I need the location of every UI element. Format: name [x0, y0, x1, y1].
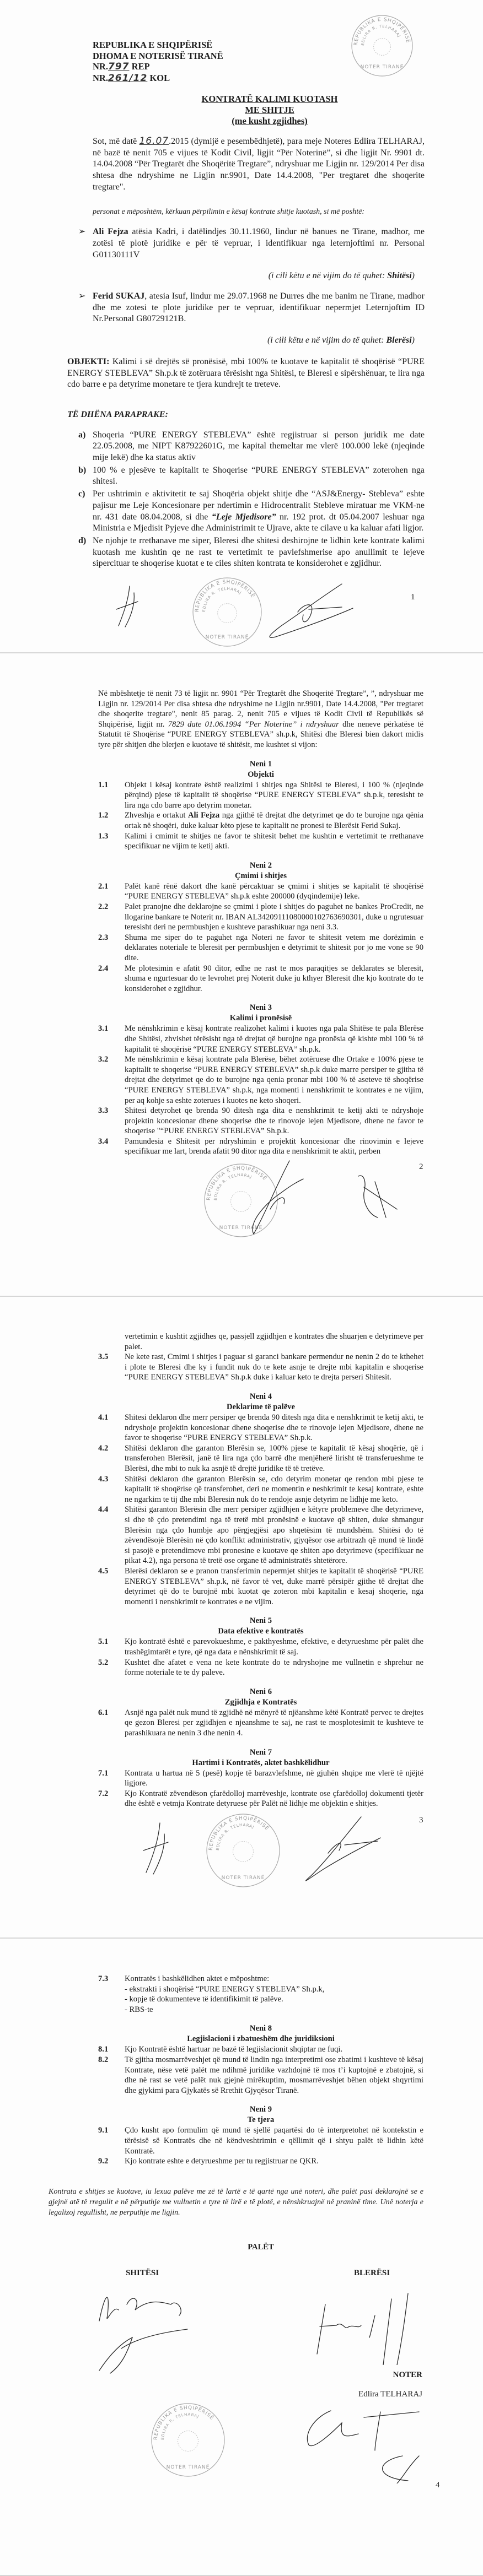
text-run: Në mbështetje të nenit 73 të ligjit nr. 9901 “Për Tregtarët dhe Shoqeritë Tregtare”, ”, ndryshuar me Ligjin nr. 129/2014 Per disa shtesa dhe ndryshime ne Ligjin nr.9901, Date 14.4.2008, "Per tregtaret dhe shoqerite tregtare", nenit 85 parag. 2, nenit 705 e vijues të Kodit Civil të Republikës së Shqipërisë, ligjit nr. — [98, 689, 423, 729]
clause-text — [125, 1768, 423, 1789]
page-1-body — [67, 0, 425, 570]
stamp-outer-text: REPUBLIKA E SHQIPËRISË — [353, 17, 411, 46]
title-line-1: KONTRATË KALIMI KUOTASH — [201, 94, 338, 104]
article-title: Deklarime të palëve — [226, 1403, 295, 1412]
clause — [98, 1352, 423, 1383]
party-details — [78, 226, 425, 261]
rep-number — [93, 61, 275, 73]
title-line-2: ME SHITJE — [245, 105, 294, 115]
clause-text — [125, 1789, 423, 1809]
object-text: Kalimi i së drejtës së pronësisë, mbi 100% te kuotave te kapitalit të shoqërisë “PURE ENERGY STEBLEVA” Sh.p.k të zotëruara tërësisht nga Shitësi, te Bleresi e sipërshënuar, te lira nga cdo barre e pa detyrime monetare te tjera kundrejt te treteve. — [67, 356, 425, 389]
clause-text — [125, 881, 423, 902]
clause — [98, 881, 423, 902]
seller-signature — [88, 2282, 198, 2376]
clause — [98, 2055, 423, 2096]
clause — [98, 1474, 423, 1505]
clause-number: 3.3 — [98, 1106, 109, 1116]
buyer-label: BLERËSI — [354, 2269, 390, 2278]
clause-number: 1.2 — [98, 811, 109, 820]
text-run: Zhveshja e ortakut — [125, 811, 188, 820]
clause-text — [125, 810, 423, 831]
kol-number-value: 261/12 — [108, 72, 148, 84]
clause-text — [125, 780, 423, 811]
stamp-inner-text: EDLIRA R. TELHARAJ — [213, 1172, 253, 1201]
article-heading — [98, 1003, 423, 1024]
article-title: Data efektive e kontratës — [218, 1627, 304, 1636]
clause-number: 3.5 — [98, 1352, 109, 1362]
stamp-outer-text: REPUBLIKA E SHQIPËRISË — [153, 2405, 215, 2440]
clause — [98, 1708, 423, 1739]
notary-label: NOTER — [393, 2371, 422, 2380]
clause-number: 3.1 — [98, 1024, 109, 1033]
arrow-bullet-icon: ➢ — [78, 291, 86, 301]
kol-number — [93, 73, 275, 84]
text-run: (i cili këtu e në vijim do të quhet: — [267, 335, 387, 345]
clause-text — [125, 1658, 423, 1678]
arrow-bullet-icon: ➢ — [78, 227, 86, 237]
clause-number: 1.1 — [98, 780, 109, 789]
clause — [98, 1413, 423, 1443]
preliminary-item — [78, 465, 425, 488]
seller-label: SHITËSI — [126, 2269, 159, 2278]
clause-text — [125, 1024, 423, 1054]
text-run: Kalimi i cmimit te shitjes ne favor te shitesit behet me kushtin e vertetimit te rrethanave specifikuar ne vijim te ketij akti. — [125, 831, 423, 851]
stamp-slot — [149, 2401, 227, 2482]
article-heading — [98, 1687, 423, 1708]
kol-label: KOL — [149, 72, 170, 83]
stamp-slot — [204, 1811, 282, 1892]
title-line-3: (me kusht zgjidhes) — [232, 116, 308, 126]
article-title: Zgjidhja e Kontratës — [224, 1697, 297, 1707]
notary-stamp — [204, 1811, 282, 1890]
stamp-bottom-text: NOTER TIRANË — [166, 2465, 210, 2471]
clause-number: 8.2 — [98, 2055, 109, 2065]
clause-text — [125, 933, 423, 964]
item-letter: d) — [78, 535, 87, 545]
page-2-body — [98, 653, 423, 1157]
stamp-inner-text: EDLIRA R. TELHARAJ — [160, 2412, 200, 2440]
clause — [98, 1137, 423, 1157]
party-details — [78, 291, 425, 325]
clause-number: 4.5 — [98, 1566, 109, 1576]
seller-initials-signature — [138, 1820, 176, 1875]
text-run: Shitësi — [387, 271, 412, 281]
party-block — [78, 226, 425, 282]
eagle-emblem-icon — [178, 2431, 198, 2451]
article-heading — [98, 861, 423, 881]
stamp-bottom-text: NOTER TIRANË — [221, 1875, 265, 1881]
article-number: Neni 8 — [249, 2024, 272, 2033]
preliminary-item — [78, 535, 425, 570]
clause — [98, 2156, 423, 2167]
text-run: Ne kete rast, Cmimi i shitjes i paguar si garanci bankare permendur ne nenin 2 do te kthehet i plote te Bleresi dhe ky i fundit nuk do te kete asnje te drejte mbi kapitalin e shoqerise “PURE ENERGY STEBLEVA” Sh.p.k duke i kaluar keto te drejta perseri Shitesit. — [125, 1352, 423, 1382]
page-4-content — [49, 1974, 423, 2252]
text-run: Shitesi detyrohet qe brenda 90 ditesh nga dita e nenshkrimit te ketij akti te ndryshoje projektin koncesionar dhene shoqerise dhe te rinovoje lejen Mjedisore, dhene ne favor te shoqerise "“PURE ENERGY STEBLEVA” Sh.p.k. — [125, 1106, 423, 1136]
clause-text — [125, 1566, 423, 1607]
text-run: Ferid SUKAJ — [93, 291, 145, 301]
article-number: Neni 2 — [249, 861, 272, 870]
clause — [98, 1658, 423, 1678]
article-number: Neni 9 — [249, 2105, 272, 2114]
clause-number: 9.1 — [98, 2126, 109, 2135]
clause-number: 6.1 — [98, 1708, 109, 1717]
stamp-bottom-text: NOTER TIRANË — [360, 64, 404, 70]
text-run: Me plotesimin e afatit 90 ditor, edhe ne rast te mos paraqitjes se deklarates se bleresit, shuma e ngurtesuar do te levrohet prej Noterit duke ju kthyer Bleresit dhe kjo kontrate do te konsiderohet e zgjidhur. — [125, 964, 423, 993]
page-2-signatures — [0, 1157, 483, 1240]
notary-stamp — [149, 2401, 227, 2479]
article-title: Kalimi i pronësisë — [229, 1014, 292, 1023]
clause — [98, 1332, 423, 1352]
clause-text — [125, 2055, 423, 2096]
stamp-inner-text: EDLIRA R. TELHARAJ — [201, 586, 243, 613]
clause-number: 2.2 — [98, 902, 109, 911]
clause-number: 4.1 — [98, 1413, 109, 1422]
signing-block — [0, 2252, 483, 2494]
document-title — [115, 94, 425, 127]
clause — [98, 1054, 423, 1106]
preliminary-item — [78, 489, 425, 534]
page-2-content — [98, 689, 423, 1157]
clause-number: 5.1 — [98, 1637, 109, 1647]
preliminary-item — [78, 430, 425, 464]
notary-name: Edlira TELHARAJ — [358, 2390, 422, 2399]
text-run: Kjo Kontratë zëvendëson çfarëdolloj marrëveshje, kontrate ose çfarëdolloj dokumenti tjetër dhe është e vetmja Kontrate detyruese për Palët në lidhje me objektin e shitjes. — [125, 1789, 423, 1809]
article-title: Te tjera — [247, 2115, 275, 2125]
text-run: Kontrata u hartua në 5 (pesë) kopje të barazvlefshme, në gjuhën shqipe me vlerë të njëjtë ligjore. — [125, 1768, 423, 1788]
list-item: - ekstrakti i shoqërisë “PURE ENERGY STEBLEVA” Sh.p.k, — [125, 1984, 325, 1994]
section-heading: TË DHËNA PARAPRAKE: — [67, 409, 168, 419]
clause — [98, 1637, 423, 1657]
stamp-outer-text: REPUBLIKA E SHQIPËRISË — [206, 1165, 268, 1201]
parties-heading: PALËT — [248, 2242, 274, 2252]
clause — [98, 2044, 423, 2055]
party-block — [78, 291, 425, 347]
text-run: Me nënshkrimin e kësaj kontrate realizohet kalimi i kuotes nga pala Shitëse te pala Blerëse dhe Shitësi, zhvishet tërësisht nga të drejtat që burojne nga pronësia që kishte mbi 100 % të kapitalit të shoqërisë “PURE ENERGY STEBLEVA” sh.p.k. — [125, 1024, 423, 1054]
list-item: - kopje të dokumenteve të identifikimit të palëve. — [125, 1995, 283, 2004]
item-letter: a) — [78, 430, 86, 440]
party-role — [93, 335, 415, 347]
clause-text — [125, 1054, 423, 1106]
text-run: Shuma me siper do te paguhet nga Noteri ne favor te shitesit vetem me dorëzimin e deklarates noteriale te bleresit per permbushjen e detyrimit te shitesit por jo me vone se 90 dite. — [125, 933, 423, 962]
text-run: ) — [411, 335, 415, 345]
paragraph — [98, 689, 423, 750]
stamp-outer-text: REPUBLIKA E SHQIPËRISË — [208, 1815, 270, 1851]
clause-number: 5.2 — [98, 1658, 109, 1667]
page-1 — [0, 0, 483, 653]
seller-initials-signature — [353, 1171, 402, 1220]
clause-text — [125, 1474, 423, 1505]
stamp-bottom-text: NOTER TIRANË — [205, 635, 249, 641]
clause-number: 3.2 — [98, 1055, 109, 1064]
parties-intro: personat e mëposhtëm, kërkuan përpilimin e kësaj kontrate shitje kuotash, si më poshtë: — [93, 207, 365, 216]
article-title: Objekti — [248, 770, 274, 779]
text-run: nga gjithë të drejtat dhe detyrimet qe do te burojne nga qënia ortak në shoqëri, duke kaluar këto pjese te kapitalit ne pronesi te Blerësit Ferid Sukaj. — [125, 811, 424, 831]
article-heading — [98, 759, 423, 780]
page-3-body — [98, 1297, 423, 1809]
clause-number: 3.4 — [98, 1137, 109, 1146]
text-run: (i cili këtu e në vijim do të quhet: — [268, 271, 388, 281]
article-title: Legjislacioni i zbatueshëm dhe juridiksioni — [187, 2034, 335, 2044]
clause — [98, 964, 423, 994]
text-run: 7829 date 01.06.1994 “Per Noterine” i ndryshuar — [168, 719, 339, 729]
text-run: .2015 (dymijë e pesembëdhjetë), para meje Noteres Edlira TELHARAJ, në bazë të nenit 705 e vijues të Kodit Civil, ligjit “Për Noterinë”, si dhe ligjit Nr. 9901 dt. 14.04.2008 “Për Tregtarët dhe Shoqëritë Tregtare”, ndryshuar me Ligjin nr. 129/2014 Per disa shtesa dhe ndryshime ne Ligjin nr.9901, Date 14.4.2008, "Per tregtaret dhe shoqerite tregtare". — [93, 137, 425, 192]
page-4 — [0, 1939, 483, 2576]
text-run: Të gjitha mosmarrëveshjet që mund të lindin nga interpretimi ose zbatimi i kushteve të kësaj Kontrate, nëse vetë palët me ndihmë juridike vazhdojnë të mos t’i kuptojnë e zbatojnë, si dhe në rast se vetë palët nuk gjejnë mirëkuptim, mosmarrëveshjet bëhen objekt shqyrtimi dhe gjykimi para Gjykatës së Rrethit Gjyqësor Tiranë. — [125, 2055, 423, 2095]
page-2 — [0, 653, 483, 1297]
clause-text — [125, 964, 423, 994]
clause — [98, 2125, 423, 2156]
clause-text — [125, 2044, 423, 2055]
paragraph — [93, 136, 425, 193]
stamp-inner-text: EDLIRA R. TELHARAJ — [360, 24, 402, 46]
nr-label: NR. — [93, 61, 108, 72]
page-number: 2 — [419, 1162, 423, 1172]
article-number: Neni 5 — [249, 1616, 272, 1626]
clause-number: 4.3 — [98, 1474, 109, 1484]
clause-number: 7.3 — [98, 1974, 109, 1984]
clause-text — [125, 1637, 423, 1657]
article-heading — [98, 1616, 423, 1637]
page-1-content — [67, 136, 425, 570]
text-run: Blerësi — [386, 335, 412, 345]
notary-signature — [259, 582, 358, 642]
clause — [98, 1974, 423, 1984]
clause-number: 2.3 — [98, 933, 109, 942]
item-text — [93, 430, 425, 464]
clause-number: 7.1 — [98, 1768, 109, 1778]
clause-number: 9.2 — [98, 2157, 109, 2166]
text-run: Shoqeria “PURE ENERGY STEBLEVA” është regjistruar si person juridik me date 22.05.2008, me NIPT K87922601G, me kapital themeltar me vlerë 100.000 lekë (njeqinde mije lekë) dhe ka status aktiv — [93, 430, 425, 463]
notary-stamp — [190, 575, 264, 649]
text-run: Shitësi garanton Blerësin dhe merr persiper zgjidhjen e këtyre problemeve dhe detyrimeve, si dhe të çdo pretendimi nga të tretë mbi pronësinë e kuotave që shiten, duke shmangur Blerësin nga çdo humbje apo përgjegjësi apo shqetësim të mundshëm. Shitësi do të zëvendësojë Blerësin në çdo konflikt administrativ, gjyqësor ose arbitrazh që mund të lindë si pasojë e pretendimeve mbi pronesine e kuotave qe shiten apo detyrimeve (specifikuar ne pikat 4.2), nga persona të tretë ose organe të administratës shtetërore. — [125, 1505, 423, 1566]
clause-text — [125, 1974, 423, 1984]
text-run: Kushtet dhe afatet e vena ne kete kontrate do te ndryshojne me vullnetin e shprehur ne forme noteriale te te dy paleve. — [125, 1658, 423, 1677]
article-title: Çmimi i shitjes — [234, 871, 287, 880]
text-run: dhe neneve përkatëse të Statutit të Shoqërise “PURE ENERGY STEBLEVA” sh.p.k, Shitësi dhe Bleresi bien dakort midis tyre për shitjen dhe blerjen e kuotave të shitësit, me kushtet si vijon: — [98, 719, 423, 750]
item-letter: b) — [78, 465, 87, 475]
clause-number: 2.1 — [98, 881, 109, 891]
text-run: Ali Fejza — [93, 227, 128, 237]
text-run: Kjo kontrate eshte e detyrueshme per tu regjistruar ne QKR. — [125, 2157, 319, 2166]
text-run: “Leje Mjedisore” — [211, 512, 276, 522]
notary-signature — [292, 2406, 430, 2483]
article-number: Neni 7 — [249, 1747, 272, 1757]
clause-number: 8.1 — [98, 2045, 109, 2054]
clause-text — [125, 902, 423, 933]
object-label: OBJEKTI: — [67, 356, 110, 366]
clause — [98, 1505, 423, 1566]
clause — [98, 780, 423, 811]
closing-statement: Kontrata e shitjes se kuotave, iu lexua palëve me zë të lartë e të qartë nga unë noteri, dhe palët pasi deklarojnë se e gjejnë atë të rregullt e në përputhje me vullnetin e tyre të lirë e të plotë, e nënshkruajnë në praninë time. Unë noterja e legalizoj regullisht, ne perputhje me ligjin. — [49, 2187, 423, 2217]
clause — [98, 1024, 423, 1054]
seller-initials-signature — [113, 582, 146, 629]
text-run: Me nënshkrimin e kësaj kontrate pala Blerëse, bëhet zotëruese dhe Ortake e 100% pjese te kapitalit te shoqerise “PURE ENERGY STEBLEVA” sh.p.k duke marre persiper te gjitha të drejtat dhe detyrimet qe do te burojne nga qenia pronar mbi 100 % të aseteve të shoqërise “PURE ENERGY STEBLEVA” sh.p.k, nga momenti i nenshkrimit te kontrates e ne vijim, per aq kohje sa eshte zoterues i kuotes ne keto shoqeri. — [125, 1055, 423, 1105]
clause-text — [125, 831, 423, 852]
clause — [98, 1789, 423, 1809]
attachments-list — [98, 1984, 423, 2015]
article-heading — [98, 1392, 423, 1413]
party-role — [93, 270, 415, 282]
text-run: Palet pranojne dhe deklarojne se çmimi i plote i shitjes do paguhet ne bankes ProCredit, ne llogarine bankare te Noterit nr. IBAN AL34209111080000102763690301, duke u ngrutesuar teresisht deri ne permbushjen e kushteve parashikuar nga neni 3.3. — [125, 902, 423, 932]
clause-number: 2.4 — [98, 964, 109, 973]
republic-label: REPUBLIKA E SHQIPËRISË — [93, 40, 213, 50]
chamber-label: DHOMA E NOTERISË TIRANË — [93, 50, 223, 61]
clause-text — [125, 1352, 423, 1383]
page-3-content — [98, 1332, 423, 1809]
clause — [98, 810, 423, 831]
text-run: Kontratës i bashkëlidhen aktet e mëposhtme: — [125, 1974, 270, 1984]
document-header — [93, 40, 275, 84]
page-1-signatures — [0, 571, 483, 653]
clause-text — [125, 1137, 423, 1157]
handwritten-date: 16.07 — [139, 136, 169, 147]
clause — [98, 1106, 423, 1137]
text-run: Ali Fejza — [187, 811, 220, 820]
object-clause — [67, 356, 425, 391]
text-run: Blerësi deklaron se e pranon transferimin nepermjet shitjes te kapitalit të shoqërisë “PURE ENERGY STEBLEVA” sh.p.k, në favor të vet, duke marrë përsipër gjithe të drejtat dhe detyrimet që do te burojnë mbi kuotat qe zoteron mbi kapitalin e kesaj shoqerie, nga momenti i nenshkrimit te kontrates e ne vijim. — [125, 1566, 423, 1606]
clause — [98, 1768, 423, 1789]
clause-text — [125, 2125, 423, 2156]
text-run: Pamundesia e Shitesit per ndryshimin e projektit koncesionar dhe rinovimin e lejeve specifikuar me lart, brenda afatit 90 ditor nga dita e nenshkrimit te aktit, perben — [125, 1137, 423, 1156]
clause-text — [125, 1413, 423, 1443]
page-number: 1 — [411, 593, 415, 602]
text-run: Asnjë nga palët nuk mund të zgjidhë në mënyrë të njëanshme këtë Kontratë pervec te drejtes qe gezon Bleresi per zgjidhjen e njeanshme te saj, ne rast te mosplotesimit te kushteve te parashikuara ne nenin 3 dhe nenin 4. — [125, 1708, 423, 1738]
stamp-inner-text: EDLIRA R. TELHARAJ — [215, 1822, 255, 1851]
text-run: 100 % e pjesëve te kapitalit te Shoqerise “PURE ENERGY STEBLEVA” zoterohen nga shitesi. — [93, 465, 425, 486]
item-text — [93, 489, 425, 534]
clause — [98, 902, 423, 933]
text-run: Palët kanë rënë dakort dhe kanë përcaktuar se çmimi i shitjes se kapitalit të shoqërisë “PURE ENERGY STEBLEVA” sh.p.k eshte 200000 (dyqindemije) leke. — [125, 881, 423, 901]
stamp-bottom-text: NOTER TIRANË — [219, 1225, 263, 1231]
text-run: Shitësi deklaron dhe garanton Blerësin se, 100% pjese te kapitalit të kësaj shoqërie, që i transferohen Blerësit, janë të lira nga çdo barrë dhe menjëherë lirisht të transferueshme te Blerësi, dhe mbi to nuk ka asnjë të drejtë juridike të të tretëve. — [125, 1443, 423, 1474]
text-run: Ne njohje te rrethanave me siper, Bleresi dhe shitesi deshirojne te lidhin kete kontrate kalimi kuotash me kushtin qe ne rast te vertetimit te pavlefshmerise apo anullimit te lejeve sipercituar te shoqerise kuotat e te ciles shiten kontrata te konsiderohet e zgjidhur. — [93, 535, 425, 569]
clause — [98, 933, 423, 964]
stamp-slot — [190, 575, 264, 652]
text-run: Shitësi deklaron dhe garanton Blerësin se, cdo detyrim monetar qe rendon mbi pjese te kapitalit të shoqërise që transferohet, deri ne momentin e neshkrimit te kesaj kontrate, eshte ne ngarkim te tij dhe mbi Bleresin nuk do te rendoje asnje detyrim ne lidhje me keto. — [125, 1474, 423, 1504]
item-text — [93, 465, 425, 488]
clause-number: 4.4 — [98, 1505, 109, 1514]
clause-text — [125, 1708, 423, 1739]
eagle-emblem-icon — [218, 604, 237, 623]
article-heading — [98, 2104, 423, 2125]
clause-text — [125, 1443, 423, 1474]
article-heading — [98, 1747, 423, 1768]
text-run: Kjo Kontratë është hartuar ne bazë të legjislacionit shqiptar ne fuqi. — [125, 2045, 343, 2054]
clause — [98, 831, 423, 852]
notary-signature — [284, 1815, 383, 1886]
list-item: - RBS-te — [125, 2005, 153, 2014]
text-run: atësia Kadri, i datëlindjes 30.11.1960, lindur në banues ne Tirane, madhor, me zotësi të plotë juridike e për të vepruar, i identifikuar nga leternjoftimi nr. Personal G01130111V — [93, 227, 425, 259]
text-run: Sot, më datë — [93, 137, 139, 146]
rep-label: REP — [131, 61, 150, 72]
article-title: Hartimi i Kontratës, aktet bashkëlidhur — [192, 1758, 330, 1767]
clause-number: 4.2 — [98, 1443, 109, 1453]
item-text — [93, 535, 425, 570]
page-number: 3 — [419, 1815, 423, 1825]
text-run: Per ushtrimin e aktivitetit te saj Shoqëria objekt shitje dhe “ASJ&Energy- Stebleva” eshte pajisur me Leje Koncesionare per ndertimin e Hidrocentralit Stebleve miratuar me VKM-ne nr. 431 date 08.04.2008, si dhe — [93, 489, 425, 522]
stamp-outer-text: REPUBLIKA E SHQIPËRISË — [194, 579, 256, 613]
buyer-signature — [309, 2282, 430, 2365]
text-run: , atesia Isuf, lindur me 29.07.1968 ne Durres dhe me banim ne Tirane, madhor dhe me zotesi te plote juridike per te vepruar, identifikuar nepermjet Leternjoftim ID Nr.Personal G80729121B. — [93, 291, 425, 324]
eagle-emblem-icon — [233, 1841, 254, 1861]
clause-number: 1.3 — [98, 831, 109, 841]
text-run: nr. 192 prot. dt 05.04.2007 leshuar nga Ministria e Mjedisit Pyjeve dhe Administrimit te Ujrave, akte te cilave u ka kaluar afati ligjor. — [93, 512, 425, 533]
text-run: vertetimin e kushtit zgjidhes qe, passjell zgjidhjen e kontrates dhe shuarjen e detyrimeve per palet. — [125, 1332, 423, 1351]
page-4-body — [49, 1939, 423, 2252]
article-heading — [98, 2023, 423, 2044]
clause — [98, 1443, 423, 1474]
article-number: Neni 4 — [249, 1392, 272, 1401]
clause — [98, 1566, 423, 1607]
clause-text — [125, 2156, 423, 2167]
article-number: Neni 6 — [249, 1687, 272, 1696]
notary-signature — [243, 1160, 309, 1237]
page-3 — [0, 1297, 483, 1939]
clause-text — [125, 1106, 423, 1137]
article-number: Neni 1 — [249, 759, 272, 769]
text-run: Shitesi deklaron dhe merr persiper qe brenda 90 ditesh nga dita e nenshkrimit te ketij akti, te ndryshoje projektin koncesionar dhene shoqerise dhe te rinovoje lejen Mjedisore, dhene ne favor te shoqerise “PURE ENERGY STEBLEVA” Sh.p.k. — [125, 1413, 423, 1443]
rep-number-value: 797 — [108, 61, 130, 72]
text-run: Çdo kusht apo formulim që mund të sjellë paqartësi do të interpretohet në kontekstin e tërësisë së Kontratës dhe në këndveshtrimin e qëllimit që i shtyu palët të lidhin këtë Kontratë. — [125, 2126, 423, 2156]
text-run: ) — [411, 271, 415, 281]
text-run: Kjo kontratë është e parevokueshme, e pakthyeshme, efektive, e detyrueshme për palët dhe trashëgimtarët e tyre, që nga data e nënshkrimit të saj. — [125, 1637, 423, 1657]
text-run: Objekt i kësaj kontrate është realizimi i shitjes nga Shitësi te Bleresi, i 100 % (njeqinde përqind) pjese të kapitalit të shoqërise “PURE ENERGY STEBLEVA” sh.p.k, teresisht te lira nga cdo barre apo detyrim monetar. — [125, 780, 423, 810]
page-number: 4 — [436, 2481, 440, 2490]
clause-text — [125, 1332, 423, 1352]
nr-label: NR. — [93, 72, 108, 83]
article-number: Neni 3 — [249, 1003, 272, 1013]
clause-number: 7.2 — [98, 1789, 109, 1798]
clause-text — [125, 1505, 423, 1566]
item-letter: c) — [78, 489, 85, 499]
page-3-signatures — [0, 1809, 483, 1892]
